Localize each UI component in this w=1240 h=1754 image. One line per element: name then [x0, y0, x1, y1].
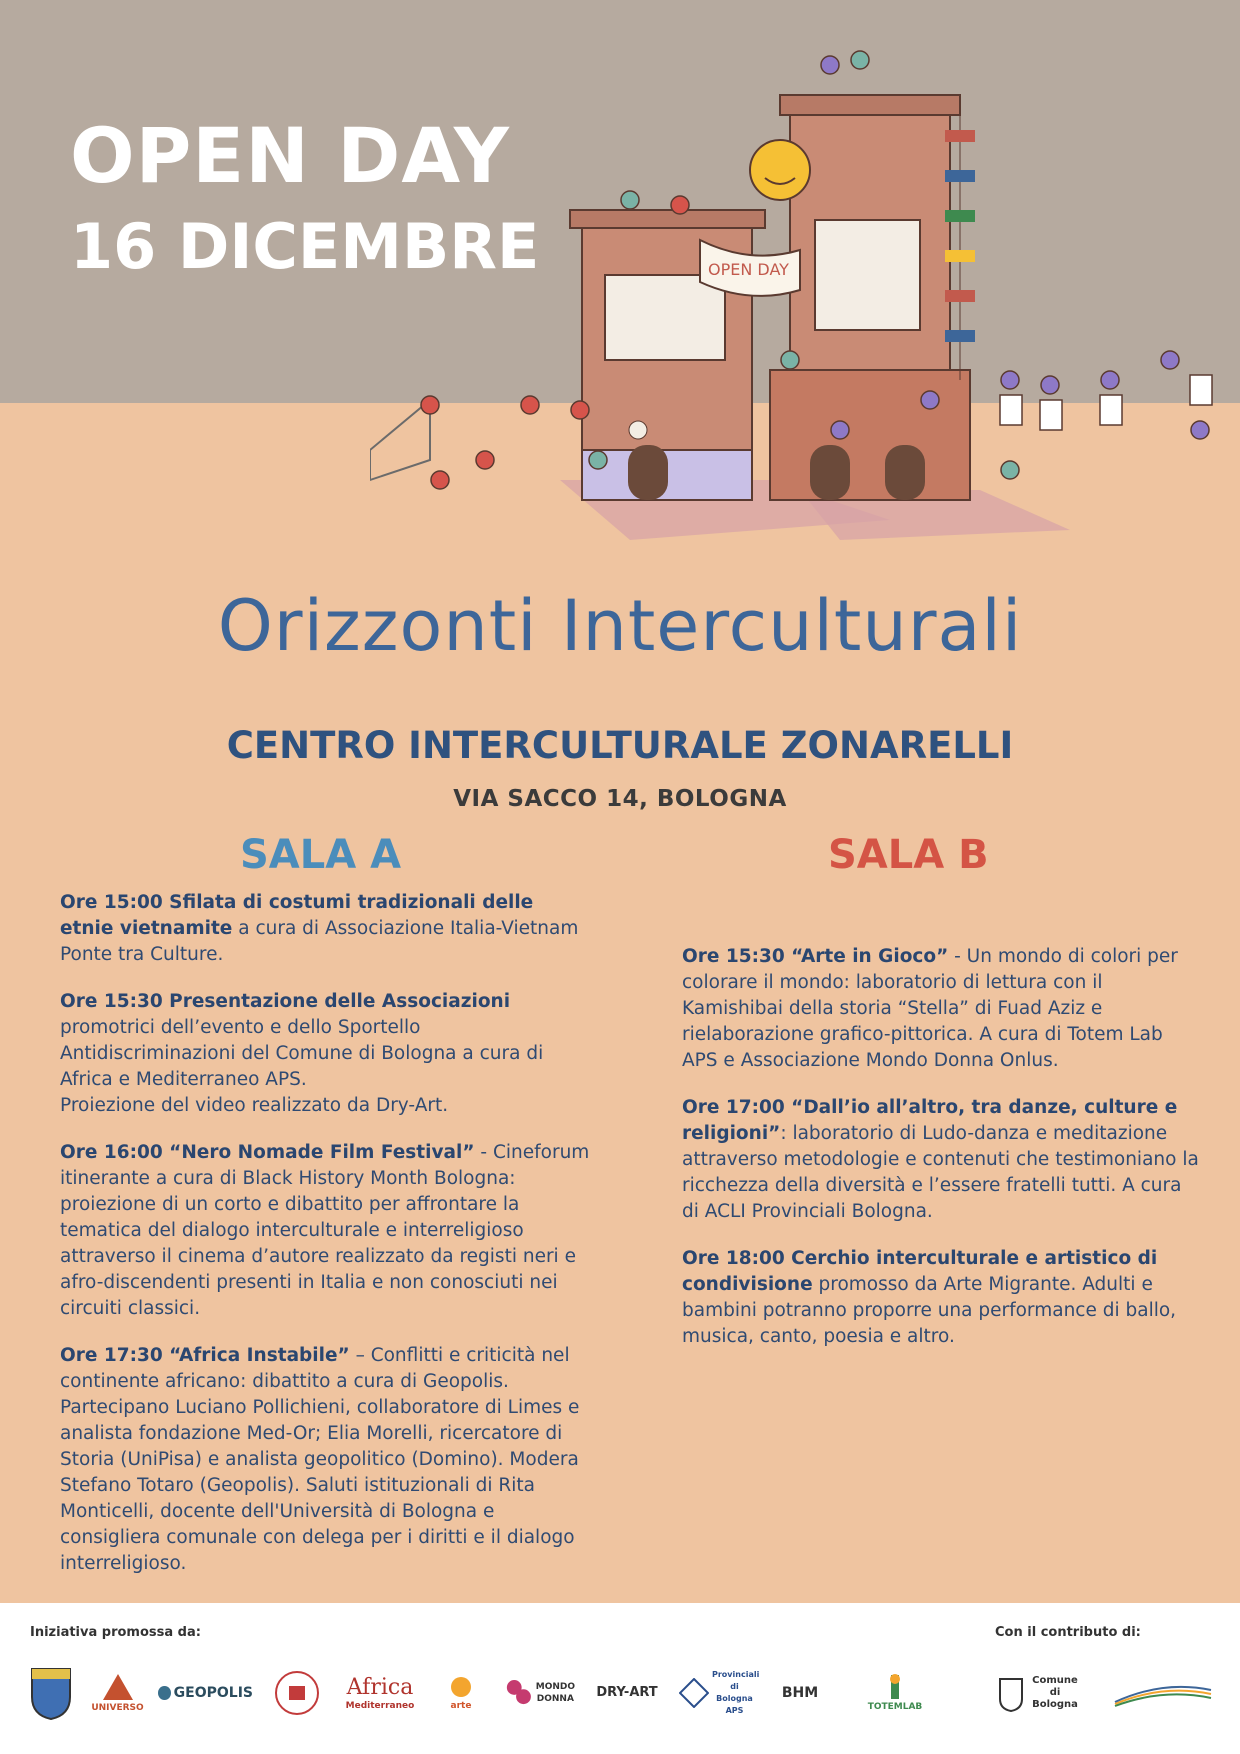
sala-a-program — [60, 890, 590, 1598]
event-title: Orizzonti Interculturali — [217, 585, 1023, 667]
event-item: Ore 16:00 “Nero Nomade Film Festival” - Cineforum itinerante a cura di Black History Month Bologna: proiezione di un corto e dibattito per affrontare la tematica del dialogo interculturale e interreligioso attraverso il cinema d’autore realizzato da registi neri e afro-discendenti presenti in Italia e non conosciuti nei circuiti classici. — [60, 1142, 590, 1319]
contribution-label: Con il contributo di: — [995, 1625, 1141, 1640]
africa-mediterraneo-logo: Africa Mediterraneo — [345, 1674, 415, 1711]
sala-b-program — [682, 944, 1202, 1371]
crest-logo — [28, 1663, 73, 1723]
acli-logo: Provinciali di Bologna APS — [678, 1663, 758, 1723]
sponsor-footer — [0, 1603, 1240, 1754]
mondo-donna-logo: MONDO DONNA — [505, 1663, 575, 1723]
bhm-logo: BHM — [781, 1685, 819, 1701]
zonarelli-logo — [1108, 1663, 1218, 1723]
venue-name: CENTRO INTERCULTURALE ZONARELLI — [226, 724, 1014, 767]
totemlab-logo: TOTEMLAB — [860, 1663, 930, 1723]
globe-icon — [158, 1686, 171, 1700]
towers-illustration — [370, 50, 1240, 590]
banner-text: OPEN DAY — [708, 260, 789, 279]
event-item: Ore 15:30 “Arte in Gioco” - Un mondo di colori per colorare il mondo: laboratorio di lettura con il Kamishibai della storia “Stella” di Fuad Aziz e rielaborazione grafico-pittorica. A cura di Totem Lab APS e Associazione Mondo Donna Onlus. — [682, 946, 1178, 1071]
event-item: Ore 17:30 “Africa Instabile” – Conflitti e criticità nel continente africano: dibattito a cura di Geopolis. Partecipano Luciano Pollichieni, collaboratore di Limes e analista fondazione Med-Or; Elia Morelli, ricercatore di Storia (UniPisa) e analista geopolitico (Domino). Modera Stefano Totaro (Geopolis). Saluti istituzionali di Rita Monticelli, docente dell'Università di Bologna e consigliera comunale con delega per i diritti e il dialogo interreligioso. — [60, 1345, 580, 1574]
geopolis-logo: GEOPOLIS — [158, 1663, 253, 1723]
universo-logo: UNIVERSO — [90, 1663, 145, 1723]
date-line: 16 DICEMBRE — [70, 210, 540, 283]
promoted-by-label: Iniziativa promossa da: — [30, 1625, 201, 1640]
association-seal-logo — [272, 1663, 322, 1723]
dry-art-logo: DRY-ART — [596, 1685, 658, 1700]
event-item: Ore 15:00 Sfilata di costumi tradizionali delle etnie vietnamite a cura di Associazione Italia-Vietnam Ponte tra Culture. — [60, 892, 579, 965]
arte-migrante-logo: arte — [432, 1663, 490, 1723]
event-item: Ore 18:00 Cerchio interculturale e artistico di condivisione promosso da Arte Migrante. Adulti e bambini potranno proporre una performance di ballo, musica, canto, poesia e altro. — [682, 1248, 1177, 1347]
open-day-line: OPEN DAY — [70, 111, 510, 200]
event-item: Ore 17:00 “Dall’io all’altro, tra danze, culture e religioni”: laboratorio di Ludo-danza e meditazione attraverso metodologie e contenuti che testimoniano la ricchezza della diversità e l’essere fratelli tutti. A cura di ACLI Provinciali Bologna. — [682, 1097, 1199, 1222]
sala-b-heading: SALA B — [828, 832, 989, 878]
sala-a-heading: SALA A — [240, 832, 402, 878]
comune-bologna-logo: Comune di Bologna — [995, 1663, 1085, 1723]
event-item: Ore 15:30 Presentazione delle Associazioni promotrici dell’evento e dello Sportello Antidiscriminazioni del Comune di Bologna a cura di Africa e Mediterraneo APS. Proiezione del video realizzato da Dry-Art. — [60, 991, 544, 1116]
venue-address: VIA SACCO 14, BOLOGNA — [453, 786, 787, 812]
